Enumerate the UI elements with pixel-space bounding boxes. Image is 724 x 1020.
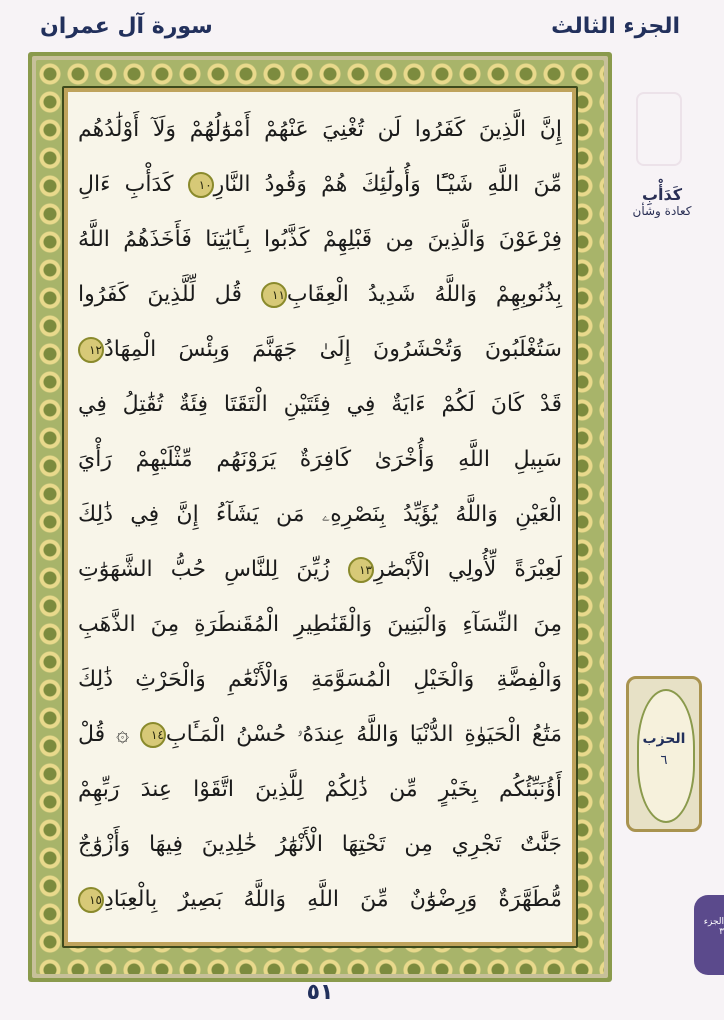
verse-text: بِذُنُوبِهِمْ وَاللَّهُ شَدِيدُ الْعِقَابِ	[286, 282, 562, 307]
verse-text: قُل لِّلَّذِينَ كَفَرُوا	[78, 282, 261, 307]
verse-line	[78, 542, 562, 597]
verse-line	[78, 872, 562, 927]
verse-line	[78, 157, 562, 212]
ayah-number-marker: ١٠	[188, 172, 214, 198]
verse-line	[78, 102, 562, 157]
verse-text: إِنَّ الَّذِينَ كَفَرُوا لَن تُغْنِيَ عَنْهُمْ أَمْوَٰلُهُمْ وَلَآ أَوْلَٰدُهُم	[78, 117, 562, 142]
ayah-number-marker: ١٢	[78, 337, 104, 363]
verse-text: أَؤُنَبِّئُكُم بِخَيْرٍ مِّن ذَٰلِكُمْ لِلَّذِينَ اتَّقَوْا عِندَ رَبِّهِمْ	[78, 777, 562, 802]
verse-text: فِرْعَوْنَ وَالَّذِينَ مِن قَبْلِهِمْ كَذَّبُوا بِـَٔايَٰتِنَا فَأَخَذَهُمُ اللَّهُ	[78, 227, 562, 252]
verse-text: سَتُغْلَبُونَ وَتُحْشَرُونَ إِلَىٰ جَهَنَّمَ وَبِئْسَ الْمِهَادُ	[104, 337, 562, 362]
ayah-number-marker: ١٥	[78, 887, 104, 913]
verse-line	[78, 432, 562, 487]
verse-text: مُّطَهَّرَةٌ وَرِضْوَٰنٌ مِّنَ اللَّهِ وَاللَّهُ بَصِيرٌ بِالْعِبَادِ	[104, 887, 562, 912]
faint-margin-emblem	[636, 92, 682, 166]
verse-text: زُيِّنَ لِلنَّاسِ حُبُّ الشَّهَوَٰتِ	[78, 557, 348, 582]
page-number: ٥١	[306, 980, 334, 1005]
verse-line	[78, 817, 562, 872]
juz-title: الجزء الثالث	[551, 14, 680, 39]
verse-text: كَدَأْبِ ءَالِ	[78, 172, 188, 197]
verse-text: ۞ قُلْ	[78, 722, 140, 747]
verse-line	[78, 762, 562, 817]
verse-text: مِنَ النِّسَآءِ وَالْبَنِينَ وَالْقَنَٰطِيرِ الْمُقَنطَرَةِ مِنَ الذَّهَبِ	[78, 612, 562, 637]
verse-text: مِّنَ اللَّهِ شَيْـًٔا وَأُولَٰٓئِكَ هُمْ وَقُودُ النَّارِ	[213, 172, 562, 197]
margin-note	[622, 185, 702, 218]
verse-line	[78, 707, 562, 762]
verse-line	[78, 652, 562, 707]
verse-line	[78, 377, 562, 432]
verse-text: مَتَٰعُ الْحَيَوٰةِ الدُّنْيَا وَاللَّهُ عِندَهُۥ حُسْنُ الْمَـَٔابِ	[165, 722, 562, 747]
margin-note-gloss: كعادة وشأن	[632, 204, 692, 218]
verse-text: سَبِيلِ اللَّهِ وَأُخْرَىٰ كَافِرَةٌ يَرَوْنَهُم مِّثْلَيْهِمْ رَأْيَ	[78, 447, 562, 472]
ayah-number-marker: ١٤	[140, 722, 166, 748]
hizb-marker	[626, 676, 702, 832]
hizb-number: ٦	[660, 753, 668, 768]
ayah-number-marker: ١٣	[348, 557, 374, 583]
verse-text: وَالْفِضَّةِ وَالْخَيْلِ الْمُسَوَّمَةِ وَالْأَنْعَٰمِ وَالْحَرْثِ ذَٰلِكَ	[78, 667, 562, 692]
verse-line	[78, 322, 562, 377]
verse-text: قَدْ كَانَ لَكُمْ ءَايَةٌ فِي فِئَتَيْنِ الْتَقَتَا فِئَةٌ تُقَٰتِلُ فِي	[78, 392, 562, 417]
verse-text: الْعَيْنِ وَاللَّهُ يُؤَيِّدُ بِنَصْرِهِۦ مَن يَشَآءُ إِنَّ فِي ذَٰلِكَ	[78, 502, 562, 527]
juz-side-tab-label: الجزء ٣	[703, 917, 724, 937]
verse-line	[78, 597, 562, 652]
ayah-number-marker: ١١	[261, 282, 287, 308]
margin-note-word: كَدَأْبِ	[641, 185, 683, 204]
verse-line	[78, 267, 562, 322]
page-header	[40, 6, 680, 46]
verse-lines	[78, 102, 562, 932]
verse-text: لَعِبْرَةً لِّأُولِي الْأَبْصَٰرِ	[373, 557, 562, 582]
verse-line	[78, 487, 562, 542]
verse-text: جَنَّٰتٌ تَجْرِي مِن تَحْتِهَا الْأَنْهَٰرُ خَٰلِدِينَ فِيهَا وَأَزْوَٰجٌ	[78, 832, 562, 857]
surah-title: سورة آل عمران	[40, 14, 213, 39]
juz-side-tab[interactable]	[694, 895, 724, 975]
verse-line	[78, 212, 562, 267]
hizb-label: الحزب	[642, 731, 686, 747]
